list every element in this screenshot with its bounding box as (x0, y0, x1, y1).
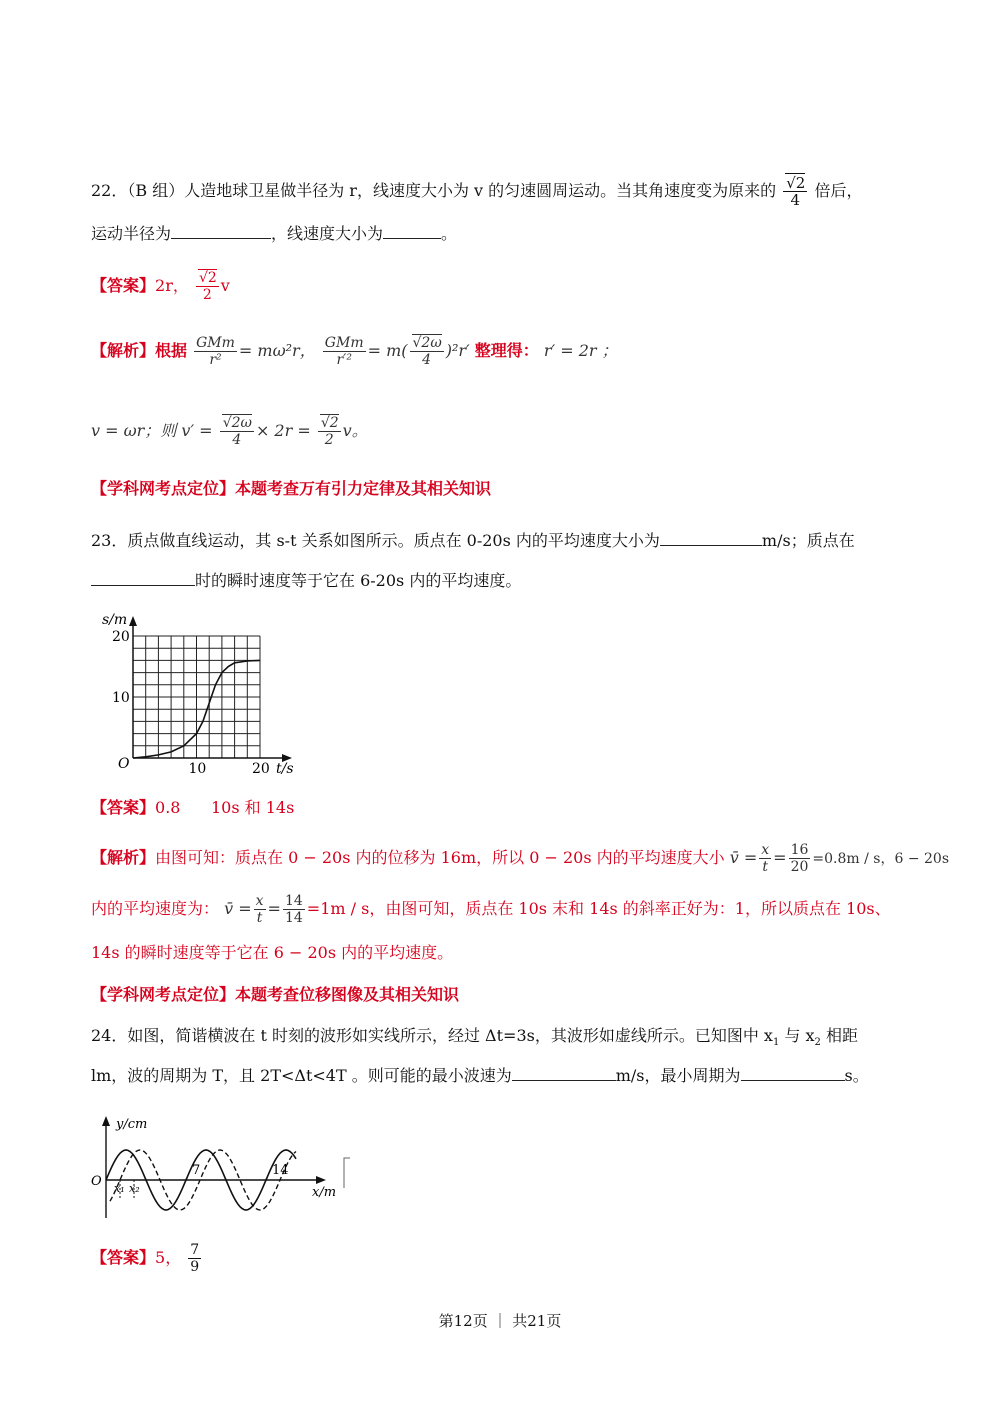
q22-speed-label: ，线速度大小为 (271, 224, 384, 243)
q22-answer (91, 270, 230, 303)
q23-a1-x: x (761, 842, 770, 858)
q23-a1-frac (789, 842, 811, 875)
q24-sub2: 2 (814, 1037, 821, 1049)
q22-v-c: × 2r = (255, 421, 311, 440)
q23-a1-num: 16 (790, 842, 809, 858)
q22-locator: 【学科网考点定位】本题考查万有引力定律及其相关知识 (91, 479, 492, 498)
q23-analysis-1a: 由图可知：质点在 0 − 20s 内的位移为 16m，所以 0 − 20s 内的平均速度大小 (155, 848, 725, 867)
wave-origin: O (91, 1174, 102, 1189)
q22-eq1-rhs: = mω²r， (238, 341, 316, 360)
q23-analysis-1b: v̄ = (729, 848, 758, 867)
q24-answer-text: 5， (155, 1248, 182, 1267)
q24-stem-f: s。 (844, 1066, 869, 1085)
q22-eq2-rhs-b: )²r′ (445, 341, 470, 360)
q23-a2-den: 14 (284, 910, 303, 926)
q24-stem-e: m/s，最小周期为 (615, 1066, 741, 1085)
q24-min-period-blank[interactable] (741, 1066, 845, 1081)
q23-time-blank[interactable] (91, 571, 195, 586)
wave-y-arrow (102, 1116, 110, 1126)
q22-eq2-rhs-a: = m( (367, 341, 408, 360)
wave-ylabel: y/cm (116, 1117, 148, 1132)
q24-wave-figure (88, 1110, 358, 1222)
q22-eq2-inner-den: 4 (422, 352, 432, 368)
q23-a2-t: t (256, 910, 263, 926)
st-xlabel: t/s (276, 761, 294, 777)
q22-fraction (783, 175, 807, 208)
answer-tag: 【答案】 (91, 798, 156, 817)
q22-analysis-line1 (91, 335, 618, 368)
q22-line2 (91, 223, 457, 245)
q22-eq1-frac (194, 335, 237, 368)
q22-analysis-line2 (91, 415, 368, 448)
q22-eq-result: r′ = 2r ； (543, 341, 618, 360)
q23-locator: 【学科网考点定位】本题考查位移图像及其相关知识 (91, 985, 460, 1004)
q23-analysis-2b: v̄ = (224, 899, 252, 918)
q24-stem-c: 相距 (820, 1026, 858, 1045)
st-xtick-20: 20 (252, 761, 270, 777)
q22-eq2-frac (323, 335, 366, 368)
st-ytick-20: 20 (112, 629, 130, 645)
q22-v-b: v′ = (181, 421, 213, 440)
q23-a2-frac (283, 893, 305, 926)
q22-eq-mid: 整理得： (474, 341, 539, 360)
q23-a2-num: 14 (284, 893, 303, 909)
q23-a1-t: t (762, 859, 769, 875)
wave-tick-7: 7 (192, 1163, 201, 1178)
q23-analysis-2a: 内的平均速度为： (91, 899, 220, 918)
q22-eq2-num: GMm (324, 335, 364, 351)
q22-answer-v: v (220, 276, 230, 295)
q22-eq2-inner-frac (410, 335, 444, 368)
q22-answer-den: 2 (202, 287, 212, 303)
q24-answer-num: 7 (190, 1242, 200, 1258)
q23-a2-x: x (255, 893, 264, 909)
q23-line2 (91, 570, 521, 592)
analysis-tag: 【解析】 (91, 848, 156, 867)
analysis-tag: 【解析】 (91, 341, 156, 360)
q23-stem-line2: 时的瞬时速度等于它在 6-20s 内的平均速度。 (195, 571, 522, 590)
page-footer: 第12页 ｜ 共21页 (438, 1312, 562, 1330)
st-ylabel: s/m (102, 612, 128, 628)
q22-v-num2: √2 (320, 415, 339, 431)
q22-v-d: v。 (342, 421, 368, 440)
q22-speed-blank[interactable] (383, 224, 441, 239)
q22-v-a: v = ωr；则 (91, 421, 177, 440)
q24-answer-den: 9 (190, 1259, 200, 1275)
wave-x1-label: x₁ (114, 1182, 125, 1195)
q22-eq2-den: r′² (336, 352, 352, 368)
q24-min-speed-blank[interactable] (512, 1066, 616, 1081)
q22-answer-text: 2r， (155, 276, 189, 295)
q22-line1 (91, 175, 862, 208)
q22-answer-fraction (196, 270, 219, 303)
q23-a1-frac-xt (759, 842, 771, 875)
wave-xlabel: x/m (312, 1185, 337, 1200)
st-origin: O (118, 756, 130, 772)
q22-analysis-lead: 根据 (155, 341, 188, 360)
st-grid (133, 636, 260, 758)
q22-radius-label: 运动半径为 (91, 224, 172, 243)
q24-stem-a: 24．如图，简谐横波在 t 时刻的波形如实线所示，经过 Δt=3s，其波形如虚线所示。已知图中 x (91, 1026, 773, 1045)
q24-line1 (91, 1025, 858, 1054)
st-ytick-10: 10 (112, 690, 130, 706)
q24-answer-fraction (188, 1242, 201, 1275)
q22-stem: 22．（B 组）人造地球卫星做半径为 r，线速度大小为 v 的匀速圆周运动。当其角速度变为原来的 (91, 181, 777, 200)
q23-analysis-line1 (91, 842, 949, 875)
q22-v-den2: 2 (324, 432, 334, 448)
q24-line2 (91, 1065, 869, 1087)
wave-bracket-mark (344, 1158, 350, 1188)
q24-sub1: 1 (772, 1037, 780, 1049)
q23-analysis-line3: 14s 的瞬时速度等于它在 6 − 20s 内的平均速度。 (91, 943, 454, 962)
q23-avg-speed-blank[interactable] (660, 531, 762, 546)
q22-period: 。 (441, 224, 458, 243)
q22-v-num: √2ω (222, 415, 252, 431)
q22-eq2-inner-num: √2ω (412, 335, 442, 351)
q23-st-chart (100, 608, 300, 778)
q23-stem-end: m/s；质点在 (761, 531, 855, 550)
q22-v-den: 4 (232, 432, 242, 448)
q23-line1 (91, 530, 855, 552)
q23-analysis-1c: =0.8m / s，6 − 20s (812, 851, 950, 867)
wave-x-arrow (316, 1176, 326, 1184)
q22-stem-end: 倍后， (814, 181, 863, 200)
q24-answer (91, 1242, 203, 1275)
q23-a1-den: 20 (790, 859, 809, 875)
wave-x2-label: x₂ (129, 1182, 140, 1195)
q23-answer-text: 0.8 10s 和 14s (155, 798, 295, 817)
answer-tag: 【答案】 (91, 276, 156, 295)
wave-tick-14: 14 (272, 1163, 289, 1178)
q22-frac-den: 4 (790, 191, 801, 209)
q23-analysis-2c: =1m / s，由图可知，质点在 10s 末和 14s 的斜率正好为：1，所以质点在 10s、 (306, 899, 891, 918)
q22-answer-num: √2 (198, 270, 217, 286)
q23-a2-eq: = (267, 899, 281, 918)
q22-eq1-den: r² (209, 352, 222, 368)
answer-tag: 【答案】 (91, 1248, 156, 1267)
q23-a1-eq: = (773, 848, 787, 867)
q22-v-frac1 (220, 415, 254, 448)
q23-analysis-line2 (91, 893, 891, 926)
q24-stem-b: 与 x (779, 1026, 815, 1045)
q24-stem-d: lm，波的周期为 T，且 2T<Δt<4T 。则可能的最小波速为 (91, 1066, 512, 1085)
st-xtick-10: 10 (188, 761, 207, 777)
q22-eq1-num: GMm (196, 335, 235, 351)
q22-frac-num: √2 (786, 174, 806, 192)
st-y-arrow (129, 616, 137, 626)
q22-radius-blank[interactable] (171, 224, 271, 239)
q23-answer (91, 797, 294, 819)
q22-v-frac2 (318, 415, 341, 448)
q23-a2-frac-xt (254, 893, 266, 926)
q23-stem: 23．质点做直线运动，其 s-t 关系如图所示。质点在 0-20s 内的平均速度大小为 (91, 531, 660, 550)
